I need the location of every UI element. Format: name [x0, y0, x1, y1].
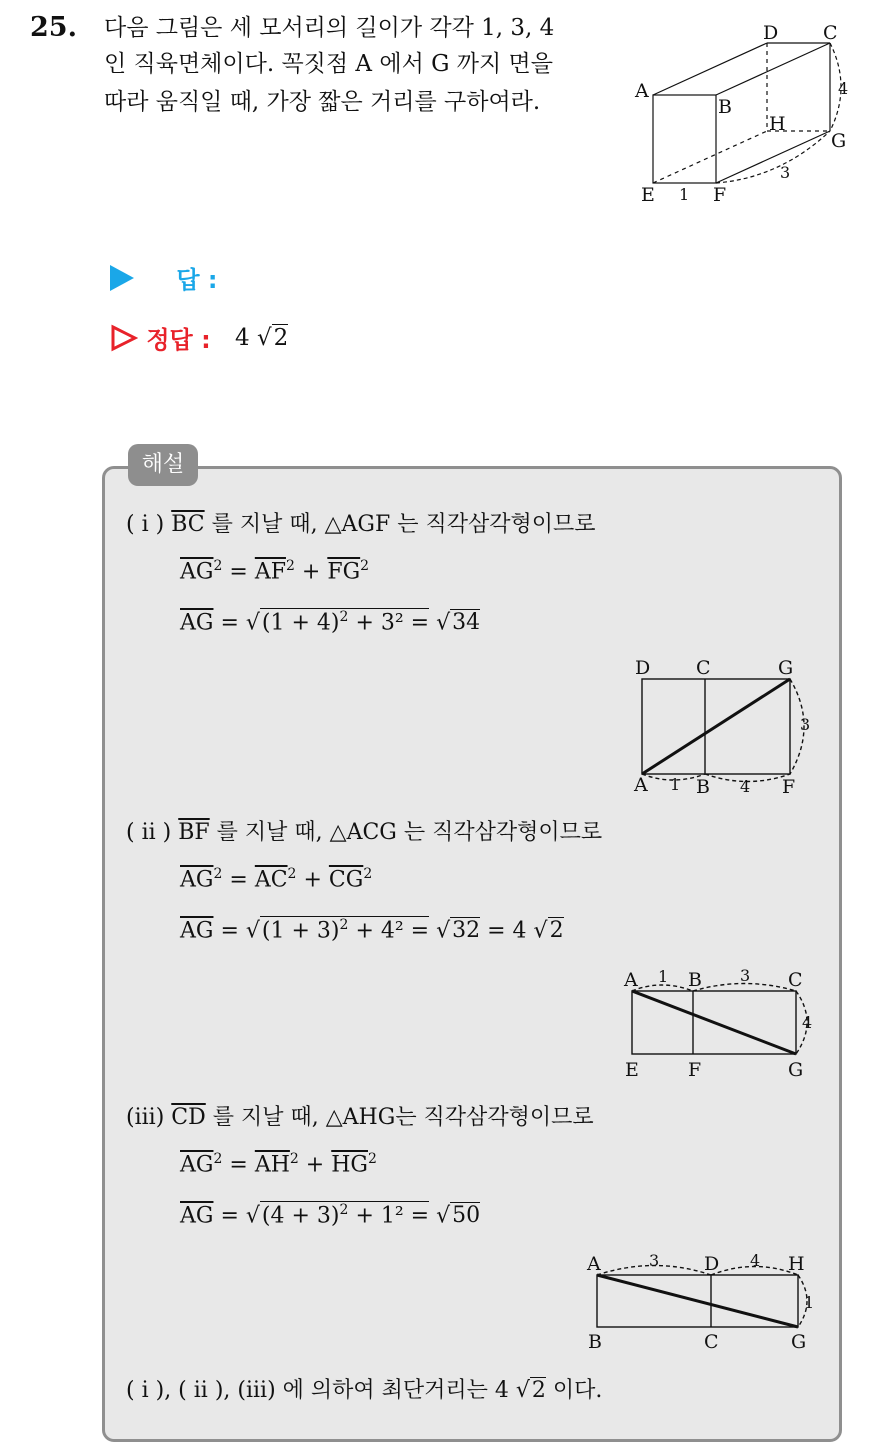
- correct-coef: 4: [235, 325, 250, 351]
- fig-dim-4: 4: [838, 79, 849, 98]
- fig-label-E: E: [641, 184, 655, 206]
- svg-text:4: 4: [740, 777, 751, 796]
- svg-text:A: A: [634, 774, 648, 796]
- outline-triangle-icon: [110, 324, 138, 352]
- case1-net-figure: [628, 654, 828, 799]
- correct-answer-label: 정답 :: [146, 326, 211, 354]
- svg-text:C: C: [704, 1331, 719, 1353]
- case3-equation-2: $\overline{AG} = √(4 + 3)^2 + 1^2 = √50$: [180, 1202, 481, 1229]
- segment-cd: $\overline{CD}$: [171, 1105, 206, 1130]
- svg-text:C: C: [696, 657, 711, 679]
- svg-text:H: H: [788, 1253, 805, 1275]
- fig-label-C: C: [823, 22, 838, 44]
- solid-triangle-icon: [110, 265, 134, 291]
- svg-text:1: 1: [804, 1293, 815, 1312]
- svg-text:D: D: [704, 1253, 720, 1275]
- svg-text:F: F: [782, 776, 796, 798]
- fig-label-G: G: [831, 130, 847, 152]
- fig-label-D: D: [763, 22, 779, 44]
- fig-label-H: H: [769, 113, 786, 135]
- question-text-line-3: 따라 움직일 때, 가장 짧은 거리를 구하여라.: [104, 89, 541, 115]
- svg-text:G: G: [788, 1059, 804, 1081]
- case3-heading: (iii) $\overline{CD}$ 를 지날 때, △AHG는 직각삼각형이므로: [126, 1105, 594, 1130]
- question-number: 25.: [30, 12, 77, 43]
- segment-bc: $\overline{BC}$: [171, 512, 205, 537]
- correct-radicand: 2: [273, 325, 289, 351]
- answer-row: [110, 260, 218, 295]
- solution-tag: 해설: [128, 444, 198, 486]
- svg-text:F: F: [688, 1059, 702, 1081]
- fig-label-F: F: [713, 184, 727, 206]
- segment-bf: $\overline{BF}$: [178, 820, 210, 845]
- svg-text:G: G: [791, 1331, 807, 1353]
- svg-text:C: C: [788, 969, 803, 991]
- svg-text:D: D: [635, 657, 651, 679]
- svg-text:3: 3: [649, 1251, 660, 1270]
- svg-text:3: 3: [740, 966, 751, 985]
- svg-text:1: 1: [670, 775, 681, 794]
- case2-equation-1: $\overline{AG}^2 = \overline{AC}^2 + \overline{CG}^2$: [180, 866, 373, 893]
- case2-net-figure: [616, 964, 826, 1084]
- case1-equation-2: $\overline{AG} = √(1 + 4)^2 + 3^2 = √34$: [180, 609, 481, 636]
- svg-text:B: B: [588, 1331, 602, 1353]
- cuboid-figure: [630, 18, 860, 213]
- svg-text:G: G: [778, 657, 794, 679]
- conclusion: ( i ), ( ii ), (iii) 에 의하여 최단거리는 4 √2 이다.: [126, 1378, 603, 1403]
- fig-label-A: A: [635, 80, 649, 102]
- question-text-line-1: 다음 그림은 세 모서리의 길이가 각각 1, 3, 4: [104, 15, 555, 41]
- svg-text:1: 1: [658, 967, 669, 986]
- svg-text:4: 4: [750, 1251, 761, 1270]
- svg-text:4: 4: [802, 1013, 813, 1032]
- fig-dim-1: 1: [679, 185, 690, 204]
- svg-text:A: A: [624, 969, 638, 991]
- fig-dim-3: 3: [780, 163, 791, 182]
- question-text-line-2: 인 직육면체이다. 꼭짓점 A 에서 G 까지 면을: [104, 51, 553, 77]
- svg-text:A: A: [587, 1253, 601, 1275]
- svg-text:3: 3: [800, 715, 811, 734]
- svg-text:B: B: [696, 776, 710, 798]
- case2-equation-2: $\overline{AG} = √(1 + 3)^2 + 4^2 = √32 = 4$ √2: [180, 917, 564, 944]
- answer-label: 답 :: [176, 266, 218, 294]
- case2-heading: ( ii ) $\overline{BF}$ 를 지날 때, △ACG 는 직각삼각형이므로: [126, 820, 603, 845]
- case1-equation-1: $\overline{AG}^2 = \overline{AF}^2 + \overline{FG}^2$: [180, 558, 370, 585]
- correct-answer-value: 4 √2: [235, 325, 289, 351]
- svg-text:B: B: [688, 969, 702, 991]
- case3-net-figure: [580, 1246, 825, 1356]
- fig-label-B: B: [718, 96, 732, 118]
- case3-equation-1: $\overline{AG}^2 = \overline{AH}^2 + \overline{HG}^2$: [180, 1151, 377, 1178]
- svg-text:E: E: [625, 1059, 639, 1081]
- correct-answer-row: [110, 320, 288, 355]
- case1-heading: ( i ) $\overline{BC}$ 를 지날 때, △AGF 는 직각삼각형이므로: [126, 512, 596, 537]
